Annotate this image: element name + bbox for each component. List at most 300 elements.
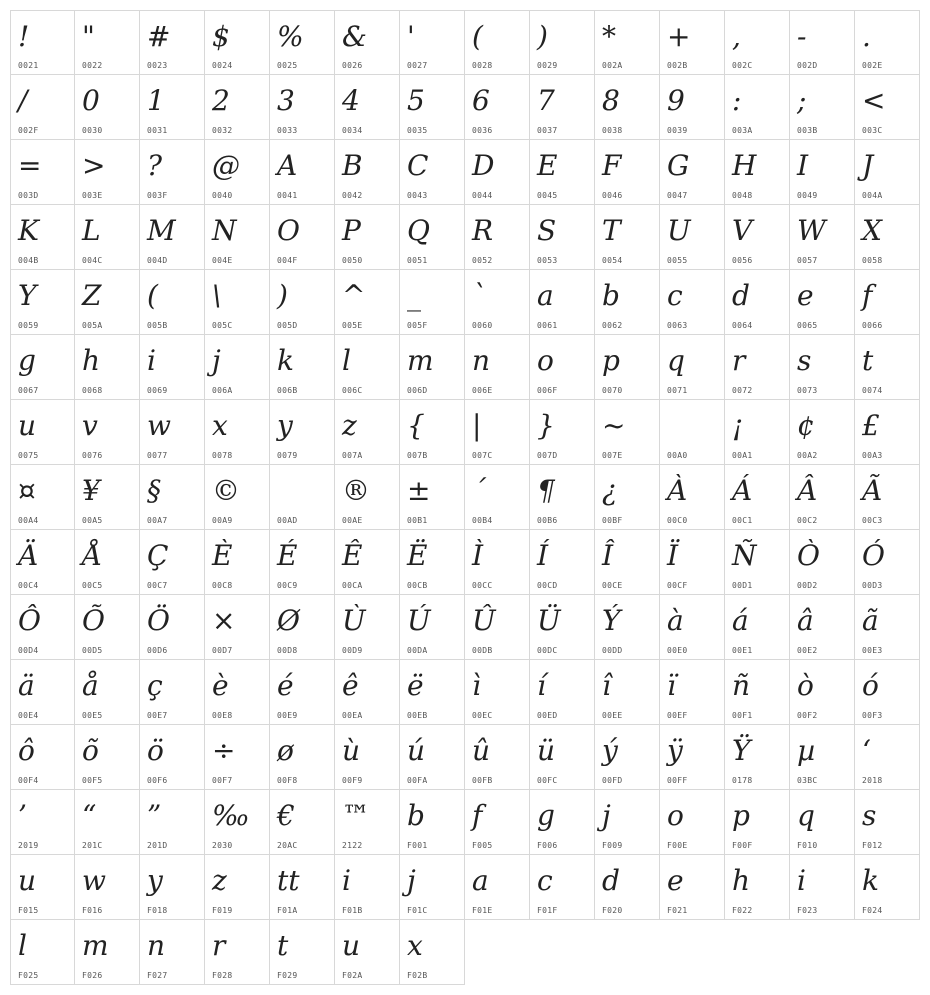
glyph-code: 0065: [797, 321, 818, 330]
glyph-code: 00DC: [537, 646, 558, 655]
glyph-code: 003A: [732, 126, 753, 135]
glyph-cell: [335, 595, 400, 660]
glyph-cell: [205, 855, 270, 920]
glyph-code: 00CB: [407, 581, 428, 590]
glyph-code: F024: [862, 906, 883, 915]
glyph-cell: [725, 205, 790, 270]
glyph-cell: [270, 595, 335, 660]
glyph-cell: [790, 335, 855, 400]
glyph-code: 002C: [732, 61, 753, 70]
glyph-code: 0023: [147, 61, 168, 70]
glyph-cell: [140, 660, 205, 725]
glyph-cell: [270, 465, 335, 530]
glyph-sample: E: [537, 149, 558, 182]
glyph-code: 005F: [407, 321, 428, 330]
glyph-sample: Â: [797, 474, 818, 507]
glyph-cell: [725, 855, 790, 920]
glyph-code: 00A9: [212, 516, 233, 525]
glyph-code: 0055: [667, 256, 688, 265]
glyph-sample: ±: [407, 474, 431, 507]
glyph-cell: [140, 140, 205, 205]
glyph-code: 00CE: [602, 581, 623, 590]
glyph-cell: [660, 400, 725, 465]
glyph-sample: ): [277, 279, 288, 312]
glyph-cell: [595, 140, 660, 205]
glyph-cell: [140, 400, 205, 465]
glyph-cell: [790, 725, 855, 790]
glyph-sample: ‰: [212, 799, 250, 832]
glyph-cell: [400, 10, 465, 75]
glyph-cell: [75, 920, 140, 985]
glyph-code: 0036: [472, 126, 493, 135]
glyph-sample: T: [602, 214, 621, 247]
glyph-cell: [400, 335, 465, 400]
glyph-cell: [530, 595, 595, 660]
glyph-cell: [335, 660, 400, 725]
glyph-cell: [10, 270, 75, 335]
glyph-code: F015: [18, 906, 39, 915]
glyph-code: 006B: [277, 386, 298, 395]
glyph-cell: [140, 270, 205, 335]
glyph-sample: ‘: [862, 734, 871, 767]
glyph-cell: [270, 270, 335, 335]
glyph-sample: ê: [342, 669, 359, 702]
glyph-cell: [595, 530, 660, 595]
glyph-sample: Î: [602, 539, 614, 572]
glyph-sample: k: [862, 864, 879, 897]
glyph-sample: k: [277, 344, 294, 377]
glyph-code: 00DB: [472, 646, 493, 655]
glyph-sample: y: [147, 864, 163, 897]
glyph-cell: [335, 530, 400, 595]
glyph-code: 00C8: [212, 581, 233, 590]
glyph-cell: [595, 660, 660, 725]
glyph-sample: |: [472, 409, 482, 442]
glyph-code: 00E0: [667, 646, 688, 655]
glyph-sample: *: [602, 20, 616, 53]
glyph-sample: #: [147, 20, 171, 53]
glyph-sample: +: [667, 20, 691, 53]
glyph-cell: [465, 205, 530, 270]
glyph-cell: [140, 335, 205, 400]
glyph-cell: [400, 920, 465, 985]
glyph-code: F018: [147, 906, 168, 915]
glyph-cell: [10, 790, 75, 855]
glyph-code: 003E: [82, 191, 103, 200]
glyph-sample: W: [797, 214, 826, 247]
glyph-cell: [725, 790, 790, 855]
glyph-sample: R: [472, 214, 494, 247]
glyph-cell: [335, 10, 400, 75]
glyph-code: 002B: [667, 61, 688, 70]
glyph-sample: h: [732, 864, 751, 897]
glyph-code: 0026: [342, 61, 363, 70]
glyph-code: 00E2: [797, 646, 818, 655]
glyph-code: F00F: [732, 841, 753, 850]
glyph-sample: q: [797, 799, 815, 832]
glyph-cell: [205, 205, 270, 270]
glyph-code: 0063: [667, 321, 688, 330]
glyph-code: 00EC: [472, 711, 493, 720]
glyph-code: F005: [472, 841, 493, 850]
glyph-sample: O: [277, 214, 300, 247]
glyph-sample: ä: [18, 669, 35, 702]
glyph-cell: [205, 920, 270, 985]
glyph-code: 002A: [602, 61, 623, 70]
glyph-cell: [595, 465, 660, 530]
glyph-code: 201C: [82, 841, 103, 850]
glyph-cell: [205, 725, 270, 790]
glyph-cell: [335, 75, 400, 140]
glyph-cell: [855, 855, 920, 920]
glyph-code: 0052: [472, 256, 493, 265]
glyph-cell: [725, 140, 790, 205]
glyph-sample: .: [862, 20, 871, 53]
glyph-cell: [335, 855, 400, 920]
glyph-cell: [75, 205, 140, 270]
glyph-sample: ì: [472, 669, 481, 702]
glyph-sample: {: [407, 409, 425, 442]
glyph-code: 00D3: [862, 581, 883, 590]
glyph-cell: [660, 465, 725, 530]
glyph-cell: [530, 855, 595, 920]
glyph-code: 00B1: [407, 516, 428, 525]
glyph-sample: ~: [602, 409, 626, 442]
glyph-cell: [75, 725, 140, 790]
glyph-cell: [855, 660, 920, 725]
glyph-cell: [400, 530, 465, 595]
glyph-cell: [10, 10, 75, 75]
glyph-code: 00C5: [82, 581, 103, 590]
glyph-code: 0077: [147, 451, 168, 460]
glyph-code: 2122: [342, 841, 363, 850]
glyph-code: 00F6: [147, 776, 168, 785]
glyph-code: F029: [277, 971, 298, 980]
glyph-code: 0076: [82, 451, 103, 460]
glyph-code: 003F: [147, 191, 168, 200]
glyph-code: 0022: [82, 61, 103, 70]
glyph-sample: ×: [212, 604, 236, 637]
glyph-cell: [270, 10, 335, 75]
glyph-sample: ò: [797, 669, 814, 702]
glyph-cell: [790, 465, 855, 530]
glyph-code: 007A: [342, 451, 363, 460]
glyph-code: 0039: [667, 126, 688, 135]
glyph-cell: [205, 140, 270, 205]
glyph-cell: [10, 335, 75, 400]
glyph-code: F00E: [667, 841, 688, 850]
glyph-sample: ^: [342, 279, 366, 312]
glyph-code: 004D: [147, 256, 168, 265]
glyph-sample: µ: [797, 734, 816, 767]
glyph-code: 00F9: [342, 776, 363, 785]
glyph-code: 00D6: [147, 646, 168, 655]
glyph-sample: Ü: [537, 604, 561, 637]
glyph-sample: l: [18, 929, 27, 962]
glyph-code: 2030: [212, 841, 233, 850]
glyph-sample: Ò: [797, 539, 820, 572]
glyph-code: 00CA: [342, 581, 363, 590]
glyph-sample: Ë: [407, 539, 428, 572]
glyph-code: 00C1: [732, 516, 753, 525]
glyph-sample: Í: [537, 539, 549, 572]
glyph-code: 00D4: [18, 646, 39, 655]
glyph-code: 0045: [537, 191, 558, 200]
glyph-code: 00A4: [18, 516, 39, 525]
glyph-cell: [140, 855, 205, 920]
glyph-sample: i: [342, 864, 351, 897]
glyph-cell: [10, 400, 75, 465]
glyph-code: 00EB: [407, 711, 428, 720]
glyph-code: 201D: [147, 841, 168, 850]
glyph-sample: q: [667, 344, 685, 377]
glyph-cell: [660, 855, 725, 920]
glyph-sample: a: [472, 864, 489, 897]
glyph-sample: ù: [342, 734, 361, 767]
glyph-sample: f: [862, 279, 873, 312]
glyph-cell: [335, 335, 400, 400]
glyph-code: 0035: [407, 126, 428, 135]
glyph-sample: p: [732, 799, 750, 832]
glyph-code: 00F8: [277, 776, 298, 785]
glyph-sample: $: [212, 20, 230, 53]
glyph-cell: [75, 660, 140, 725]
glyph-code: 00CD: [537, 581, 558, 590]
glyph-cell: [75, 270, 140, 335]
glyph-sample: w: [147, 409, 171, 442]
glyph-cell: [140, 530, 205, 595]
glyph-cell: [660, 790, 725, 855]
glyph-code: F023: [797, 906, 818, 915]
glyph-code: 00EA: [342, 711, 363, 720]
glyph-sample: ø: [277, 734, 294, 767]
glyph-cell: [465, 140, 530, 205]
glyph-sample: ¿: [602, 474, 618, 507]
glyph-code: F021: [667, 906, 688, 915]
glyph-sample: =: [18, 149, 42, 182]
glyph-sample: }: [537, 409, 555, 442]
glyph-cell: [10, 725, 75, 790]
glyph-sample: 3: [277, 84, 295, 117]
glyph-code: 00C7: [147, 581, 168, 590]
glyph-sample: Z: [82, 279, 102, 312]
glyph-code: 00AD: [277, 516, 298, 525]
glyph-sample: f: [472, 799, 483, 832]
glyph-cell: [530, 140, 595, 205]
glyph-cell: [790, 855, 855, 920]
glyph-sample: Ý: [602, 604, 621, 637]
glyph-sample: c: [537, 864, 553, 897]
glyph-code: F01B: [342, 906, 363, 915]
glyph-code: 00A7: [147, 516, 168, 525]
glyph-sample: m: [82, 929, 109, 962]
glyph-code: 00A1: [732, 451, 753, 460]
glyph-sample: u: [18, 409, 37, 442]
glyph-code: 00E4: [18, 711, 39, 720]
glyph-cell: [205, 270, 270, 335]
glyph-cell: [725, 595, 790, 660]
glyph-cell: [400, 465, 465, 530]
glyph-sample: É: [277, 539, 298, 572]
glyph-cell: [270, 790, 335, 855]
glyph-sample: r: [732, 344, 746, 377]
glyph-code: 0049: [797, 191, 818, 200]
glyph-code: 0062: [602, 321, 623, 330]
glyph-code: 0024: [212, 61, 233, 70]
glyph-code: 0032: [212, 126, 233, 135]
glyph-cell: [270, 140, 335, 205]
glyph-code: 00A0: [667, 451, 688, 460]
glyph-code: 0043: [407, 191, 428, 200]
glyph-sample: ü: [537, 734, 556, 767]
glyph-sample: !: [18, 20, 30, 53]
glyph-cell: [270, 530, 335, 595]
glyph-sample: Q: [407, 214, 430, 247]
glyph-sample: à: [667, 604, 684, 637]
glyph-cell: [205, 595, 270, 660]
glyph-cell: [75, 595, 140, 660]
glyph-cell: [855, 725, 920, 790]
glyph-code: 20AC: [277, 841, 298, 850]
glyph-sample: Û: [472, 604, 496, 637]
glyph-cell: [790, 530, 855, 595]
glyph-cell: [725, 530, 790, 595]
glyph-cell: [595, 10, 660, 75]
glyph-cell: [595, 855, 660, 920]
glyph-sample: Ñ: [732, 539, 757, 572]
glyph-sample: :: [732, 84, 742, 117]
glyph-cell: [205, 75, 270, 140]
glyph-cell: [595, 75, 660, 140]
glyph-cell: [855, 270, 920, 335]
glyph-sample: é: [277, 669, 294, 702]
glyph-cell: [400, 75, 465, 140]
glyph-code: 0072: [732, 386, 753, 395]
glyph-cell: [75, 530, 140, 595]
glyph-code: 006F: [537, 386, 558, 395]
glyph-cell: [400, 790, 465, 855]
glyph-sample: V: [732, 214, 753, 247]
glyph-code: F019: [212, 906, 233, 915]
glyph-code: 00FC: [537, 776, 558, 785]
glyph-cell: [855, 335, 920, 400]
glyph-cell: [465, 335, 530, 400]
glyph-code: 0034: [342, 126, 363, 135]
glyph-sample: ¤: [18, 474, 36, 507]
glyph-cell: [400, 270, 465, 335]
glyph-sample: H: [732, 149, 757, 182]
glyph-cell: [205, 660, 270, 725]
glyph-cell: [530, 10, 595, 75]
glyph-code: 006D: [407, 386, 428, 395]
glyph-sample: v: [82, 409, 98, 442]
glyph-code: 0033: [277, 126, 298, 135]
glyph-code: 007B: [407, 451, 428, 460]
glyph-cell: [530, 205, 595, 270]
glyph-code: F001: [407, 841, 428, 850]
glyph-sample: /: [18, 84, 28, 117]
glyph-sample: 5: [407, 84, 425, 117]
glyph-code: 00EE: [602, 711, 623, 720]
glyph-cell: [790, 400, 855, 465]
glyph-sample: ”: [147, 799, 162, 832]
glyph-cell: [205, 400, 270, 465]
glyph-cell: [855, 75, 920, 140]
glyph-sample: î: [602, 669, 611, 702]
glyph-sample: t: [862, 344, 874, 377]
glyph-sample: L: [82, 214, 101, 247]
glyph-code: F012: [862, 841, 883, 850]
glyph-sample: @: [212, 149, 240, 182]
glyph-sample: ´: [472, 474, 486, 507]
glyph-sample: Ï: [667, 539, 679, 572]
glyph-sample: å: [82, 669, 99, 702]
glyph-cell: [140, 205, 205, 270]
glyph-sample: Ó: [862, 539, 885, 572]
glyph-sample: X: [862, 214, 882, 247]
glyph-sample: U: [667, 214, 691, 247]
glyph-sample: x: [407, 929, 423, 962]
glyph-sample: j: [407, 864, 416, 897]
glyph-cell: [790, 595, 855, 660]
glyph-code: 00FF: [667, 776, 688, 785]
glyph-code: 0031: [147, 126, 168, 135]
glyph-cell: [660, 75, 725, 140]
glyph-code: 00ED: [537, 711, 558, 720]
glyph-sample: s: [797, 344, 812, 377]
glyph-cell: [595, 725, 660, 790]
glyph-cell: [855, 595, 920, 660]
glyph-code: 0073: [797, 386, 818, 395]
glyph-code: 00E3: [862, 646, 883, 655]
glyph-sample: ,: [732, 20, 741, 53]
glyph-code: 00FB: [472, 776, 493, 785]
glyph-code: 00A3: [862, 451, 883, 460]
glyph-cell: [400, 725, 465, 790]
glyph-code: 0061: [537, 321, 558, 330]
glyph-cell: [595, 400, 660, 465]
glyph-code: 0042: [342, 191, 363, 200]
glyph-code: 002D: [797, 61, 818, 70]
glyph-sample: £: [862, 409, 880, 442]
glyph-cell: [725, 400, 790, 465]
glyph-cell: [660, 270, 725, 335]
glyph-code: 00FA: [407, 776, 428, 785]
glyph-sample: d: [602, 864, 620, 897]
glyph-sample: õ: [82, 734, 99, 767]
glyph-sample: tt: [277, 864, 300, 897]
glyph-code: 0067: [18, 386, 39, 395]
glyph-cell: [465, 10, 530, 75]
glyph-code: 00D9: [342, 646, 363, 655]
glyph-sample: ë: [407, 669, 424, 702]
glyph-code: 002F: [18, 126, 39, 135]
glyph-code: F016: [82, 906, 103, 915]
glyph-code: 00A5: [82, 516, 103, 525]
glyph-sample: Ô: [18, 604, 41, 637]
glyph-code: 0070: [602, 386, 623, 395]
glyph-cell: [10, 855, 75, 920]
glyph-cell: [725, 725, 790, 790]
glyph-code: 0060: [472, 321, 493, 330]
glyph-code: 00FD: [602, 776, 623, 785]
glyph-cell: [335, 270, 400, 335]
glyph-code: 00C9: [277, 581, 298, 590]
glyph-sample: ¥: [82, 474, 100, 507]
glyph-cell: [725, 660, 790, 725]
glyph-code: 0071: [667, 386, 688, 395]
glyph-sample: (: [472, 20, 483, 53]
